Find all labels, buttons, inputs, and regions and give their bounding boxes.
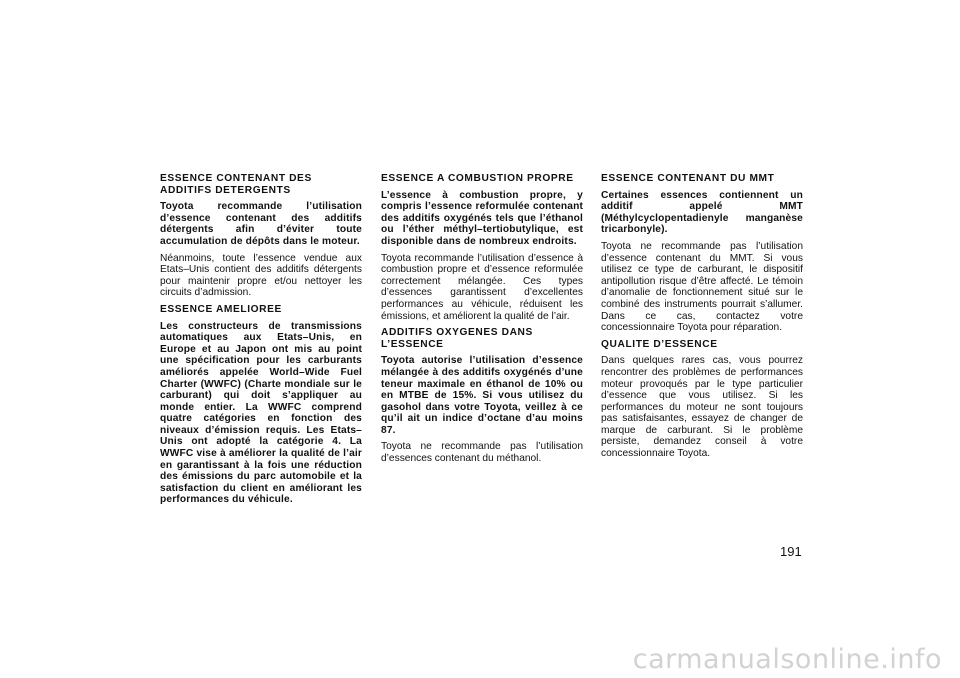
section-heading: ADDITIFS OXYGENES DANS L’ESSENCE bbox=[381, 327, 533, 350]
bold-paragraph: Toyota recommande l’utilisation d’essence contenant des additifs détergents afin d’éviter toute accumulation de dépôts dans le moteur. bbox=[160, 201, 362, 247]
paragraph: Toyota recommande l’utilisation d’essence à combustion propre et d’essence reformulée correctement mélangée. Ces types d’essences garantissent d’excellentes performances au véhicule, réduisent les émissions, et améliorent la qualité de l’air. bbox=[381, 252, 583, 322]
paragraph: Toyota ne recommande pas l’utilisation d’essence contenant du MMT. Si vous utilisez ce type de carburant, le dispositif antipollution risque d’être affecté. Le témoin d’anomalie de fonctionnement situé sur le combiné des instruments pourrait s’allumer. Dans ce cas, contactez votre concessionnaire Toyota pour réparation. bbox=[601, 240, 803, 334]
section-heading: ESSENCE AMELIOREE bbox=[160, 303, 282, 315]
section-heading: ESSENCE CONTENANT DES ADDITIFS DETERGENTS bbox=[160, 173, 312, 196]
page-number: 191 bbox=[780, 544, 802, 559]
text-column-3 bbox=[601, 173, 803, 465]
bold-paragraph: Certaines essences contiennent un additif appelé MMT (Méthylcyclopentadienyle manganèse tricarbonyle). bbox=[601, 189, 803, 236]
section-heading: ESSENCE A COMBUSTION PROPRE bbox=[381, 173, 574, 184]
bold-paragraph: L’essence à combustion propre, y compris l’essence reformulée contenant des additifs oxygénés tels que l’éthanol ou l’éther méthyl–tertiobutylique, est disponible dans de nombreux endroits. bbox=[381, 189, 583, 247]
text-column-2 bbox=[381, 173, 583, 470]
bold-paragraph: Toyota autorise l’utilisation d’essence mélangée à des additifs oxygénés d’une teneur maximale en éthanol de 10% ou en MTBE de 15%. Si vous utilisez du gasohol dans votre Toyota, veillez à ce qu’il ait un indice d’octane d’au moins 87. bbox=[381, 355, 583, 436]
section-heading: ESSENCE CONTENANT DU MMT bbox=[601, 173, 775, 184]
paragraph: Néanmoins, toute l’essence vendue aux Etats–Unis contient des additifs détergents pour maintenir propre et/ou nettoyer les circuits d’admission. bbox=[160, 252, 362, 299]
paragraph: Toyota ne recommande pas l’utilisation d’essences contenant du méthanol. bbox=[381, 441, 583, 465]
watermark[interactable]: carmanualsonline.info bbox=[632, 644, 942, 675]
text-column-1 bbox=[160, 173, 362, 511]
bold-paragraph: Les constructeurs de transmissions automatiques aux Etats–Unis, en Europe et au Japon ont mis au point une spécification pour les carburants améliorés appelée World–Wide Fuel Charter (WWFC) (Charte mondiale sur le carburant) qui doit s’appliquer au monde entier. La WWFC comprend quatre catégories en fonction des niveaux d’émission requis. Les Etats–Unis ont adopté la catégorie 4. La WWFC vise à améliorer la qualité de l’air en garantissant à la fois une réduction des émissions du parc automobile et la satisfaction du client en améliorant les performances du véhicule. bbox=[160, 320, 362, 506]
paragraph: Dans quelques rares cas, vous pourrez rencontrer des problèmes de performances moteur provoqués par le type particulier d’essence que vous utilisez. Si les performances du moteur ne sont toujours pas satisfaisantes, essayez de changer de marque de carburant. Si le problème persiste, demandez conseil à votre concessionnaire Toyota. bbox=[601, 355, 803, 460]
section-heading: QUALITE D’ESSENCE bbox=[601, 338, 718, 350]
